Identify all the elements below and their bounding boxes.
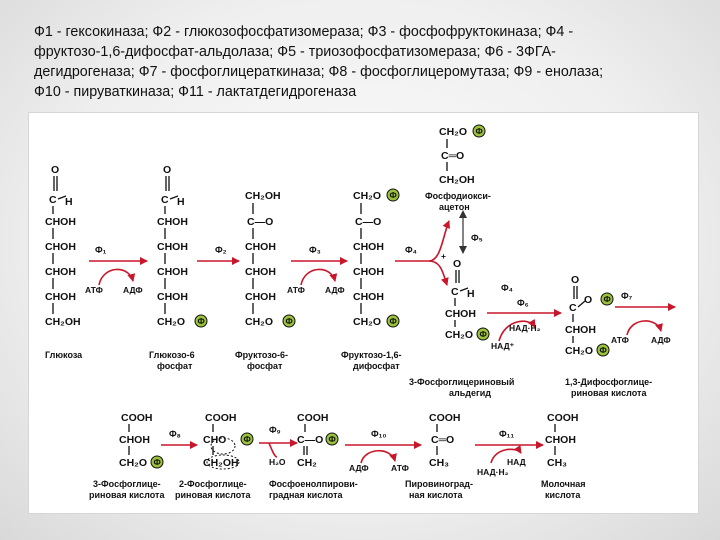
phosphoenolpyruvate-structure — [269, 412, 358, 500]
enzyme-label: Ф₂ — [215, 245, 227, 255]
group-label: CHOH — [565, 324, 596, 336]
group-label: CHOH — [545, 434, 576, 446]
compound-name: риновая кислота — [89, 490, 165, 500]
cofactor-arrow — [99, 269, 133, 285]
group-label: CHOH — [353, 291, 384, 303]
caption-line: Ф1 - гексокиназа; Ф2 - глюкозофосфатизомераза; Ф3 - фосфофруктокиназа; Ф4 - — [34, 24, 574, 40]
enzyme-label: Ф₁₁ — [499, 429, 515, 439]
compound-name: градная кислота — [269, 490, 343, 500]
enzyme-label: Ф₉ — [269, 425, 281, 435]
group-label: CH₂OH — [439, 174, 475, 186]
phosphate-letter: Ф — [197, 316, 205, 326]
hydrogen-label: H — [65, 196, 73, 208]
group-label: CHOH — [245, 266, 276, 278]
group-label: CHO — [203, 434, 227, 446]
cofactor-label: НАД·Н₂ — [477, 467, 509, 477]
reaction-f5 — [463, 217, 483, 253]
caption-line: фруктозо-1,6-дифосфат-альдолаза; Ф5 - триозофосфатизомераза; Ф6 - 3ФГА- — [34, 44, 556, 60]
carbon-label: C — [161, 194, 169, 206]
enzyme-label: Ф₄ — [405, 245, 417, 255]
reaction-f8 — [161, 429, 197, 445]
compound-name: Глюкозо-6 — [149, 350, 195, 360]
compound-name: 1,3-Дифосфоглице- — [565, 377, 653, 387]
cofactor-label: НАД — [507, 457, 526, 467]
compound-name: Фруктозо-6- — [235, 350, 288, 360]
hydrogen-label: H — [177, 196, 185, 208]
cofactor-label: АДФ — [325, 285, 345, 295]
group-label: C—O — [247, 216, 274, 228]
caption-line: дегидрогеназа; Ф7 - фосфоглицераткиназа; Ф8 - фосфоглицеромутаза; Ф9 - енолаза; — [34, 64, 604, 80]
2-phosphoglycerate-structure — [175, 412, 253, 500]
oxygen-label: O — [163, 164, 172, 176]
caption-line: Ф10 - пируваткиназа; Ф11 - лактатдегидрогеназа — [34, 84, 357, 100]
group-label: CH₂OH — [245, 190, 281, 202]
oxygen-label: O — [584, 294, 593, 306]
oxygen-label: O — [571, 274, 580, 286]
group-label: CHOH — [45, 216, 76, 228]
enzyme-legend-caption — [34, 22, 694, 102]
cofactor-label: АДФ — [349, 463, 369, 473]
reaction-f1 — [85, 245, 147, 295]
group-label: C═O — [431, 434, 455, 446]
group-label: CH₂O — [245, 316, 273, 328]
group-label: CHOH — [245, 291, 276, 303]
phosphate-letter: Ф — [389, 316, 397, 326]
pyruvate-structure — [405, 412, 473, 500]
phosphate-letter: Ф — [475, 126, 483, 136]
glucose-6-phosphate-structure — [149, 164, 207, 371]
cofactor-label: H₂O — [269, 457, 286, 467]
group-label: CH₂O — [353, 316, 381, 328]
enzyme-label: Ф₆ — [517, 298, 529, 308]
cofactor-label: АТФ — [287, 285, 305, 295]
phosphate-letter: Ф — [599, 345, 607, 355]
fructose-6-phosphate-structure — [235, 190, 295, 371]
group-label: COOH — [297, 412, 329, 424]
enzyme-label: Ф₁ — [95, 245, 107, 255]
enzyme-label: Ф₇ — [621, 291, 633, 301]
compound-name: 3-Фосфоглицериновый — [409, 377, 515, 387]
fructose-1-6-bisphosphate-structure — [341, 189, 402, 371]
glucose-structure — [45, 164, 83, 360]
compound-name: Пировиноград- — [405, 479, 473, 489]
group-label: CHOH — [157, 266, 188, 278]
3-phosphoglycerate-structure — [89, 412, 165, 500]
group-label: CHOH — [353, 241, 384, 253]
dihydroxyacetone-phosphate-structure — [425, 125, 491, 212]
group-label: COOH — [547, 412, 579, 424]
phosphate-letter: Ф — [603, 294, 611, 304]
compound-name: Фосфоенолпирови- — [269, 479, 358, 489]
compound-name: дифосфат — [353, 361, 400, 371]
group-label: CH₂O — [445, 329, 473, 341]
group-label: CH₂OH — [45, 316, 81, 328]
reaction-f2 — [197, 245, 239, 261]
group-label: CHOH — [353, 266, 384, 278]
compound-name: 2-Фосфоглице- — [179, 479, 247, 489]
group-label: CHOH — [245, 241, 276, 253]
reaction-f3 — [287, 245, 347, 295]
reaction-arrow — [429, 261, 447, 285]
enzyme-label: Ф₁₀ — [371, 429, 387, 439]
reaction-f10 — [345, 429, 421, 473]
carbon-label: C — [569, 302, 577, 314]
group-label: CH₃ — [429, 457, 450, 469]
group-label: C—O — [297, 434, 324, 446]
phosphate-letter: Ф — [153, 457, 161, 467]
reaction-f7 — [611, 291, 675, 345]
cofactor-label: АТФ — [611, 335, 629, 345]
enzyme-label: Ф₈ — [169, 429, 181, 439]
group-label: CHOH — [45, 241, 76, 253]
group-label: CH₂OH — [203, 457, 239, 469]
compound-name: ацетон — [439, 202, 470, 212]
enzyme-label: Ф₅ — [471, 233, 483, 243]
reaction-f11 — [475, 429, 543, 477]
group-label: CH₂O — [565, 345, 593, 357]
bisphosphoglycerate-structure — [565, 274, 652, 398]
enzyme-label: Ф₃ — [309, 245, 321, 255]
compound-name: фосфат — [247, 361, 283, 371]
group-label: CH₂O — [439, 126, 467, 138]
group-label: CHOH — [157, 291, 188, 303]
glycolysis-diagram-panel — [28, 112, 699, 514]
phosphate-letter: Ф — [328, 434, 336, 444]
cofactor-arrow — [627, 321, 661, 335]
compound-name: риновая кислота — [175, 490, 251, 500]
hydrogen-label: H — [467, 288, 475, 300]
group-label: C—O — [355, 216, 382, 228]
phosphate-letter: Ф — [479, 329, 487, 339]
group-label: COOH — [205, 412, 237, 424]
cofactor-label: НАД⁺ — [491, 341, 515, 351]
reaction-arrow — [429, 221, 449, 261]
group-label: CHOH — [157, 216, 188, 228]
group-label: CH₂O — [353, 190, 381, 202]
plus-sign: + — [441, 251, 446, 261]
group-label: CH₂O — [119, 457, 147, 469]
group-label: CH₂O — [157, 316, 185, 328]
glyceraldehyde-3-phosphate-structure — [409, 251, 514, 398]
compound-name: Молочная — [541, 479, 586, 489]
cofactor-label: АТФ — [391, 463, 409, 473]
cofactor-label: АТФ — [85, 285, 103, 295]
compound-name: Фосфодиокси- — [425, 191, 491, 201]
group-label: CHOH — [119, 434, 150, 446]
group-label: CHOH — [445, 308, 476, 320]
cofactor-label: АДФ — [651, 335, 671, 345]
group-label: CHOH — [45, 266, 76, 278]
compound-name: Фруктозо-1,6- — [341, 350, 402, 360]
carbon-label: C — [451, 286, 459, 298]
group-label: CHOH — [45, 291, 76, 303]
glycolysis-scheme — [29, 113, 698, 513]
phosphate-letter: Ф — [389, 190, 397, 200]
oxygen-label: O — [51, 164, 60, 176]
oxygen-label: O — [453, 258, 462, 270]
group-label: COOH — [429, 412, 461, 424]
reaction-f9 — [259, 425, 297, 467]
compound-name: альдегид — [449, 388, 491, 398]
compound-name: фосфат — [157, 361, 193, 371]
compound-name: 3-Фосфоглице- — [93, 479, 161, 489]
cofactor-label: НАД·Н₂ — [509, 323, 541, 333]
group-label: CHOH — [157, 241, 188, 253]
compound-name: Глюкоза — [45, 350, 83, 360]
group-label: CH₂ — [297, 457, 317, 469]
phosphate-letter: Ф — [285, 316, 293, 326]
cofactor-label: АДФ — [123, 285, 143, 295]
compound-name: риновая кислота — [571, 388, 647, 398]
compound-name: ная кислота — [409, 490, 463, 500]
phosphate-letter: Ф — [243, 434, 251, 444]
carbon-label: C — [49, 194, 57, 206]
reaction-f6 — [487, 283, 561, 351]
cofactor-arrow — [361, 451, 395, 463]
enzyme-label: Ф₄ — [501, 283, 513, 293]
cofactor-arrow — [269, 443, 277, 457]
lactate-structure — [541, 412, 586, 500]
compound-name: кислота — [545, 490, 581, 500]
group-label: CH₃ — [547, 457, 568, 469]
cofactor-arrow — [301, 269, 335, 285]
group-label: COOH — [121, 412, 153, 424]
group-label: C═O — [441, 150, 465, 162]
